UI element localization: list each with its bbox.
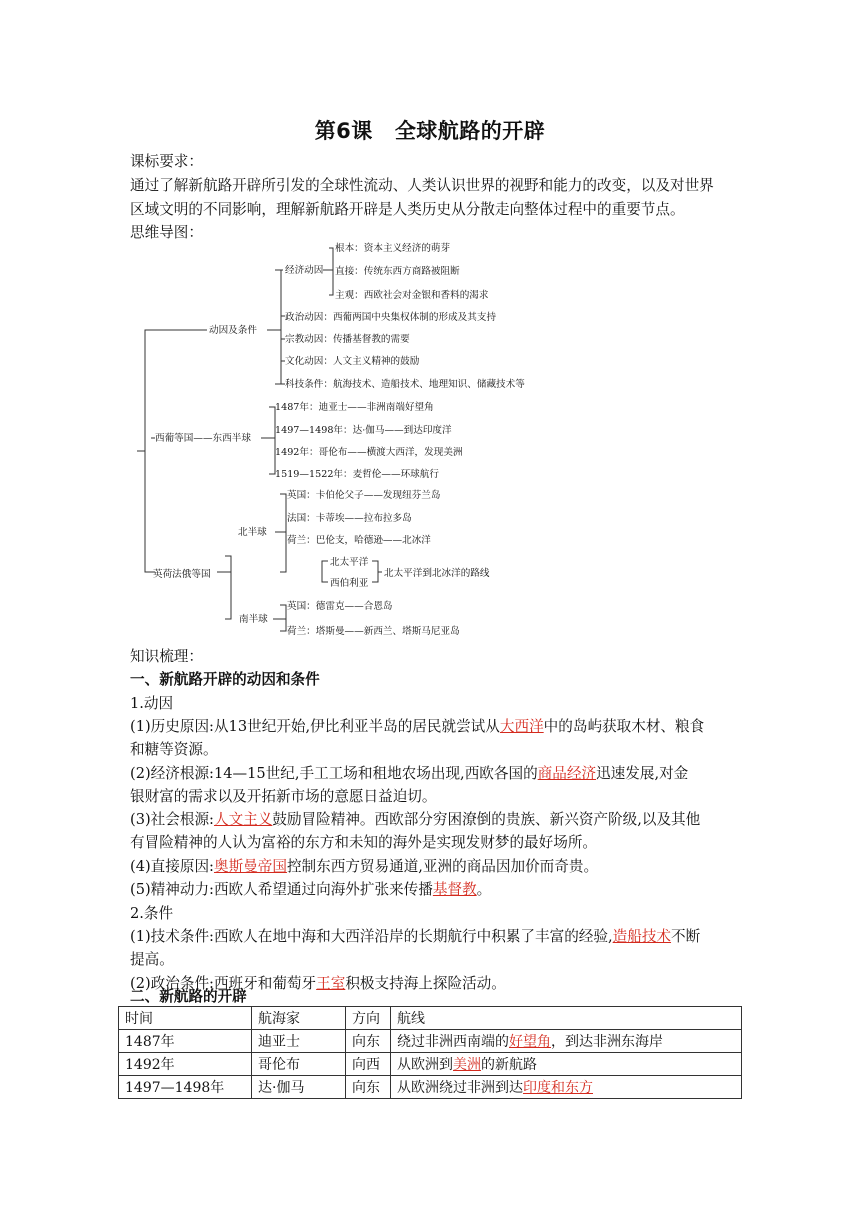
- condition-1: [130, 925, 742, 949]
- cell-direction: 向东: [346, 1030, 391, 1053]
- lesson-name: 全球航路的开辟: [394, 119, 546, 143]
- motive-4-text: (4)直接原因:: [130, 858, 214, 875]
- mm-north-cartier: 法国：卡蒂埃——拉布拉多岛: [287, 513, 412, 524]
- mm-north: 北半球: [238, 527, 267, 538]
- mm-tech: 科技条件：航海技术、造船技术、地理知识、储藏技术等: [285, 379, 525, 390]
- mm-branch-spain-portugal: 西葡等国——东西半球: [155, 433, 251, 444]
- cell-time: 1492年: [119, 1053, 252, 1076]
- route-text: 从欧洲绕过非洲到达: [397, 1080, 523, 1096]
- cell-time: 1487年: [119, 1030, 252, 1053]
- mm-magellan: 1519—1522年：麦哲伦——环球航行: [275, 469, 439, 480]
- motive-1-cont: 和糖等资源。: [130, 741, 218, 758]
- table-row: [119, 1076, 742, 1099]
- mind-map: [125, 236, 565, 640]
- route-text-b: 的新航路: [481, 1057, 537, 1073]
- keyword-ottoman: 奥斯曼帝国: [213, 858, 287, 875]
- col-header-route: 航线: [391, 1007, 742, 1030]
- cell-route: [391, 1076, 742, 1099]
- condition-1-cont: 提高。: [130, 951, 174, 968]
- mm-political: 政治动因：西葡两国中央集权体制的形成及其支持: [285, 312, 497, 323]
- kebiao-line-1: 通过了解新航路开辟所引发的全球性流动、人类认识世界的视野和能力的改变，以及对世界: [130, 177, 714, 194]
- table-header-row: [119, 1007, 742, 1030]
- motive-5-text-b: 。: [476, 881, 492, 898]
- mindmap-heading: 思维导图：: [130, 224, 203, 241]
- motive-5: [130, 878, 742, 902]
- route-text: 从欧洲到: [397, 1057, 453, 1073]
- motive-4: [130, 855, 742, 879]
- cell-navigator: 哥伦布: [252, 1053, 346, 1076]
- mm-cultural: 文化动因：人文主义精神的鼓励: [285, 356, 420, 367]
- motive-3-text-b: 鼓励冒险精神。西欧部分穷困潦倒的贵族、新兴资产阶级,以及其他: [272, 811, 701, 828]
- mm-branch-england-etc: 英荷法俄等国: [153, 569, 211, 580]
- motive-2-text: (2)经济根源:14—15世纪,手工工场和租地农场出现,西欧各国的: [130, 765, 538, 782]
- cell-time: 1497—1498年: [119, 1076, 252, 1099]
- mm-south-drake: 英国：德雷克——合恩岛: [287, 601, 393, 612]
- route-text: 绕过非洲西南端的: [397, 1034, 509, 1050]
- mm-religious: 宗教动因：传播基督教的需要: [285, 334, 410, 345]
- keyword-shipbuilding: 造船技术: [612, 928, 672, 945]
- cell-route: [391, 1030, 742, 1053]
- mm-branch-motives: 动因及条件: [209, 325, 257, 336]
- col-header-direction: 方向: [346, 1007, 391, 1030]
- keyword-america: 美洲: [453, 1057, 481, 1073]
- cell-navigator: 达·伽马: [252, 1076, 346, 1099]
- mm-gama: 1497—1498年：达·伽马——到达印度洋: [275, 425, 452, 436]
- mm-north-route: 北太平洋到北冰洋的路线: [384, 568, 490, 579]
- mm-economic-root: 根本：资本主义经济的萌芽: [335, 243, 451, 254]
- condition-1-text-b: 不断: [671, 928, 701, 945]
- cell-direction: 向西: [346, 1053, 391, 1076]
- motive-2: [130, 762, 742, 786]
- mm-siberia: 西伯利亚: [330, 578, 369, 589]
- motive-1: [130, 715, 742, 739]
- keyword-commodity-economy: 商品经济: [537, 765, 597, 782]
- motive-3-text: (3)社会根源:: [130, 811, 214, 828]
- lesson-number: 第6课: [314, 119, 373, 143]
- cell-direction: 向东: [346, 1076, 391, 1099]
- mm-north-pacific: 北太平洋: [330, 557, 369, 568]
- motive-2-cont: 银财富的需求以及开拓新市场的意愿日益迫切。: [130, 788, 437, 805]
- motive-5-text: (5)精神动力:西欧人希望通过向海外扩张来传播: [130, 881, 433, 898]
- motive-1-text-b: 中的岛屿获取木材、粮食: [543, 718, 705, 735]
- col-header-time: 时间: [119, 1007, 252, 1030]
- table-row: [119, 1030, 742, 1053]
- cell-route: [391, 1053, 742, 1076]
- mm-south: 南半球: [239, 614, 268, 625]
- mm-columbus: 1492年：哥伦布——横渡大西洋，发现美洲: [275, 447, 463, 458]
- motive-4-text-b: 控制东西方贸易通道,亚洲的商品因加价而奇贵。: [286, 858, 599, 875]
- condition-2-text-b: 积极支持海上探险活动。: [345, 975, 506, 992]
- motive-3: [130, 808, 742, 832]
- keyword-india: 印度和东方: [523, 1080, 593, 1096]
- routes-table: [118, 1006, 742, 1099]
- condition-2-text: (2)政治条件:西班牙和葡萄牙: [130, 975, 317, 992]
- mm-north-barents: 荷兰：巴伦支，哈德逊——北冰洋: [287, 535, 431, 546]
- mm-economic-subjective: 主观：西欧社会对金银和香料的渴求: [335, 290, 489, 301]
- keyword-royal: 王室: [316, 975, 346, 992]
- keyword-atlantic: 大西洋: [499, 718, 544, 735]
- keyword-cape: 好望角: [509, 1034, 551, 1050]
- page-title: [0, 115, 860, 145]
- motive-3-cont: 有冒险精神的人认为富裕的东方和未知的海外是实现发财梦的最好场所。: [130, 834, 598, 851]
- condition-1-text: (1)技术条件:西欧人在地中海和大西洋沿岸的长期航行中积累了丰富的经验,: [130, 928, 613, 945]
- motive-1-text: (1)历史原因:从13世纪开始,伊比利亚半岛的居民就尝试从: [130, 718, 500, 735]
- mm-economic-direct: 直接：传统东西方商路被阻断: [335, 266, 460, 277]
- mm-north-cabot: 英国：卡伯伦父子——发现纽芬兰岛: [287, 490, 441, 501]
- motive-2-text-b: 迅速发展,对金: [596, 765, 689, 782]
- section-2-heading: 二、新航路的开辟: [130, 988, 247, 1005]
- route-text-b: ，到达非洲东海岸: [551, 1034, 663, 1050]
- keyword-humanism: 人文主义: [213, 811, 273, 828]
- keyword-christianity: 基督教: [432, 881, 477, 898]
- motive-heading: 1.动因: [130, 695, 174, 712]
- kebiao-heading: 课标要求：: [130, 153, 203, 170]
- section-1-heading: 一、新航路开辟的动因和条件: [130, 671, 320, 688]
- knowledge-heading: 知识梳理：: [130, 648, 203, 665]
- cell-navigator: 迪亚士: [252, 1030, 346, 1053]
- mm-economic: 经济动因: [285, 265, 324, 276]
- mm-south-tasman: 荷兰：塔斯曼——新西兰、塔斯马尼亚岛: [287, 626, 460, 637]
- mm-dias: 1487年：迪亚士——非洲南端好望角: [275, 402, 434, 413]
- condition-heading: 2.条件: [130, 905, 174, 922]
- table-row: [119, 1053, 742, 1076]
- col-header-navigator: 航海家: [252, 1007, 346, 1030]
- kebiao-line-2: 区域文明的不同影响，理解新航路开辟是人类历史从分散走向整体过程中的重要节点。: [130, 201, 685, 218]
